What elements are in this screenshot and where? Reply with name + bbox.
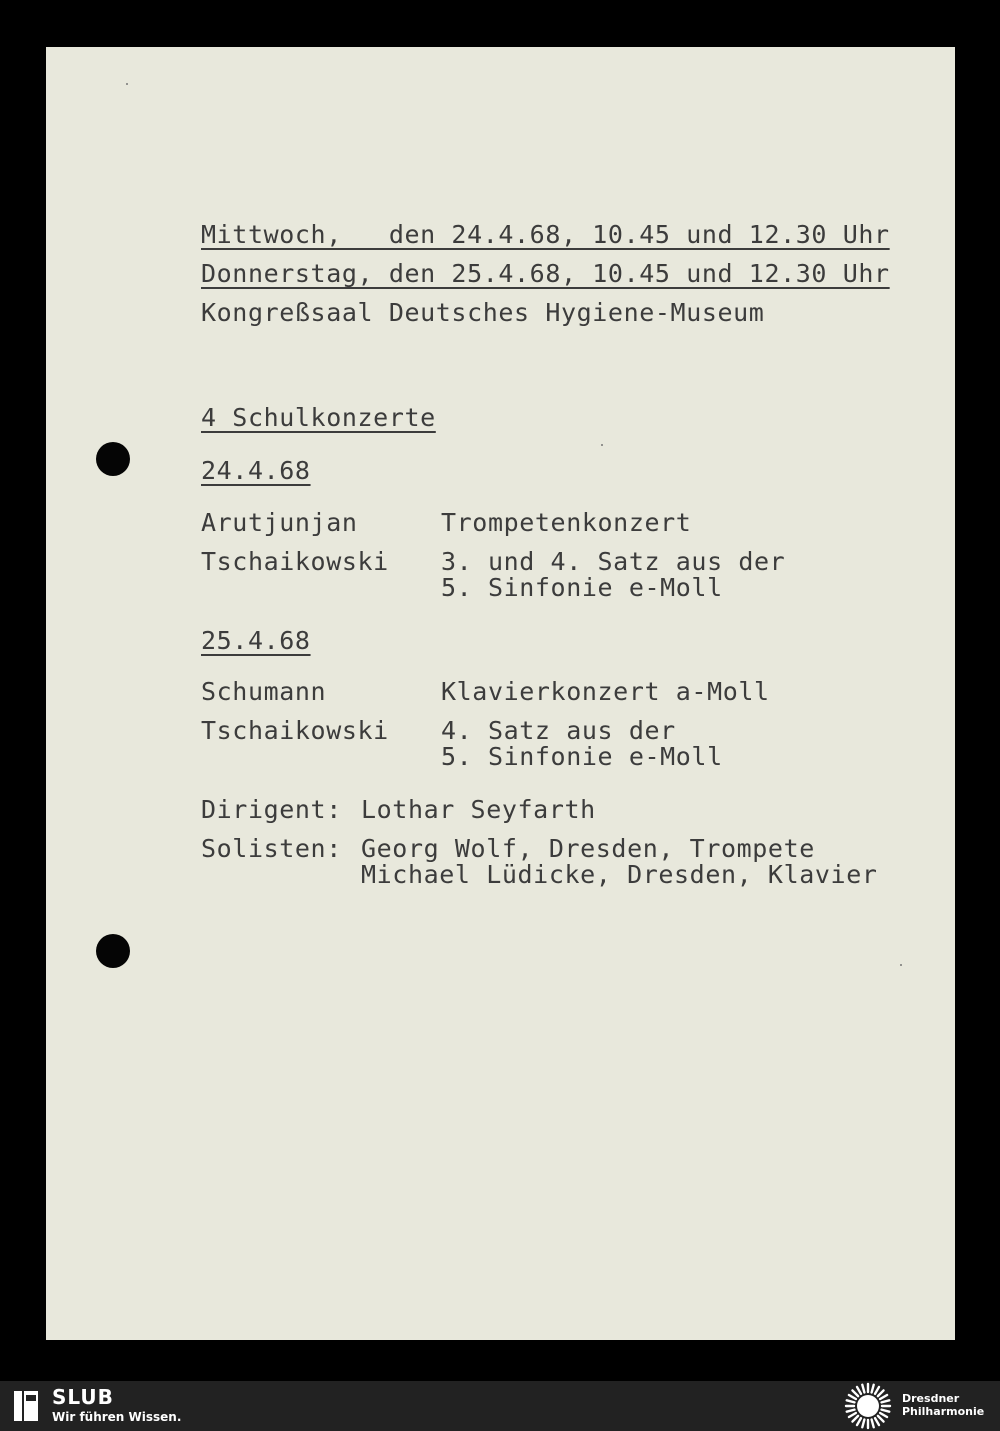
logo-ray bbox=[875, 1418, 879, 1425]
paper-speck bbox=[900, 964, 902, 966]
work-title: 3. und 4. Satz aus der bbox=[441, 547, 786, 576]
logo-ray bbox=[882, 1410, 890, 1412]
logo-ray bbox=[852, 1416, 858, 1422]
logo-ray bbox=[875, 1387, 879, 1394]
work-title: Trompetenkonzert bbox=[441, 508, 692, 537]
composer-name: Arutjunjan bbox=[201, 508, 358, 537]
philharmonie-name bbox=[902, 1392, 984, 1418]
logo-ray bbox=[862, 1420, 864, 1428]
logo-ray bbox=[872, 1420, 874, 1428]
punch-hole-top bbox=[96, 442, 130, 476]
punch-hole-bottom bbox=[96, 934, 130, 968]
schedule-line-thursday: Donnerstag, den 25.4.68, 10.45 und 12.30 Uhr bbox=[201, 259, 890, 288]
logo-ray bbox=[880, 1413, 887, 1417]
concert-date-2: 25.4.68 bbox=[201, 626, 311, 655]
conductor-label: Dirigent: bbox=[201, 795, 342, 824]
philharmonie-name-line2: Philharmonie bbox=[902, 1405, 985, 1418]
logo-ray bbox=[849, 1395, 856, 1399]
logo-ray bbox=[872, 1385, 874, 1393]
work-title: Klavierkonzert a-Moll bbox=[441, 677, 770, 706]
footer-bar bbox=[0, 1381, 1000, 1431]
logo-ray bbox=[862, 1385, 864, 1393]
schedule-line-wednesday: Mittwoch, den 24.4.68, 10.45 und 12.30 Uhr bbox=[201, 220, 890, 249]
composer-name: Tschaikowski bbox=[201, 547, 389, 576]
program-title: 4 Schulkonzerte bbox=[201, 403, 436, 432]
venue-line: Kongreßsaal Deutsches Hygiene-Museum bbox=[201, 298, 765, 327]
slub-tagline: Wir führen Wissen. bbox=[52, 1410, 182, 1424]
concert-date-1: 24.4.68 bbox=[201, 456, 311, 485]
slub-logo-icon bbox=[12, 1387, 42, 1423]
composer-name: Schumann bbox=[201, 677, 327, 706]
work-title-continued: 5. Sinfonie e-Moll bbox=[441, 573, 723, 602]
philharmonie-logo-icon bbox=[842, 1381, 894, 1431]
slub-name: SLUB bbox=[52, 1385, 114, 1409]
logo-ray bbox=[880, 1395, 887, 1399]
conductor-name: Lothar Seyfarth bbox=[361, 795, 596, 824]
philharmonie-name-line1: Dresdner bbox=[902, 1392, 960, 1405]
logo-ray bbox=[849, 1413, 856, 1417]
logo-ray bbox=[847, 1400, 855, 1402]
composer-name: Tschaikowski bbox=[201, 716, 389, 745]
logo-ray bbox=[857, 1387, 861, 1394]
paper-speck bbox=[601, 444, 603, 446]
logo-ray bbox=[878, 1416, 884, 1422]
logo-ray bbox=[882, 1400, 890, 1402]
logo-ray bbox=[857, 1418, 861, 1425]
paper-speck bbox=[126, 83, 128, 85]
work-title: 4. Satz aus der bbox=[441, 716, 676, 745]
logo-ray bbox=[852, 1390, 858, 1396]
logo-ray bbox=[878, 1390, 884, 1396]
soloist-2: Michael Lüdicke, Dresden, Klavier bbox=[361, 860, 878, 889]
work-title-continued: 5. Sinfonie e-Moll bbox=[441, 742, 723, 771]
soloists-label: Solisten: bbox=[201, 834, 342, 863]
logo-ray bbox=[847, 1410, 855, 1412]
soloist-1: Georg Wolf, Dresden, Trompete bbox=[361, 834, 815, 863]
